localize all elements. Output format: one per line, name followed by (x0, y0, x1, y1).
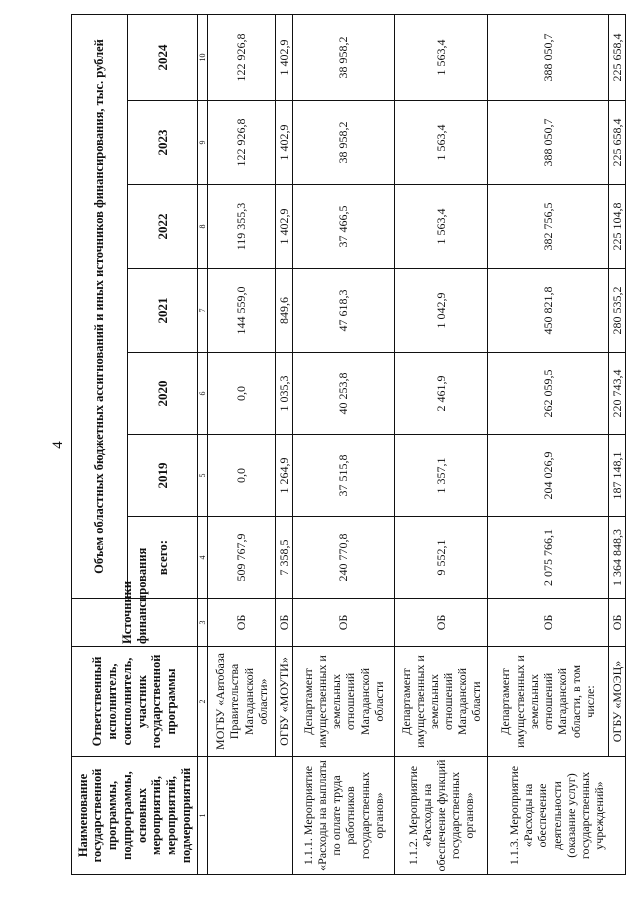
row-total: 509 767,9 (208, 517, 275, 599)
row-source: ОБ (394, 599, 488, 647)
header-year: 2019 (128, 435, 198, 517)
row-total: 7 358,5 (275, 517, 292, 599)
row-value: 849,6 (275, 269, 292, 353)
column-index: 8 (198, 185, 208, 269)
row-value: 450 821,8 (488, 269, 608, 353)
row-value: 1 563,4 (394, 101, 488, 185)
row-value: 225 658,4 (608, 101, 625, 185)
column-index: 4 (198, 517, 208, 599)
row-value: 1 042,9 (394, 269, 488, 353)
row-value: 220 743,4 (608, 353, 625, 435)
row-value: 122 926,8 (208, 101, 275, 185)
row-value: 388 050,7 (488, 14, 608, 100)
row-value: 122 926,8 (208, 14, 275, 100)
row-value: 47 618,3 (293, 269, 395, 353)
row-value: 225 658,4 (608, 14, 625, 100)
row-value: 1 035,3 (275, 353, 292, 435)
row-executor: Департамент имущественных и земельных отношений Магаданской области (394, 647, 488, 757)
row-total: 2 075 766,1 (488, 517, 608, 599)
header-executor: Ответственный исполнитель, соисполнитель, участник государственной программы (72, 647, 198, 757)
row-value: 37 466,5 (293, 185, 395, 269)
row-source: ОБ (488, 599, 608, 647)
header-year: 2021 (128, 269, 198, 353)
row-value: 0,0 (208, 435, 275, 517)
row-executor: ОГБУ «МОУТИ» (275, 647, 292, 757)
row-value: 1 402,9 (275, 185, 292, 269)
row-value: 225 104,8 (608, 185, 625, 269)
row-value: 38 958,2 (293, 101, 395, 185)
header-source: Источники финансирования (72, 599, 198, 647)
row-value: 40 253,8 (293, 353, 395, 435)
row-value: 0,0 (208, 353, 275, 435)
row-value: 204 026,9 (488, 435, 608, 517)
column-index: 6 (198, 353, 208, 435)
table-row (608, 14, 625, 874)
row-name: 1.1.1. Мероприятие «Расходы на выплаты по оплате труда работников государственных органов» (293, 757, 395, 875)
row-value: 37 515,8 (293, 435, 395, 517)
table-row (394, 14, 488, 874)
header-name: Наименование государственной программы, подпрограммы, основных мероприятий, мероприятий, подмероприятий (72, 757, 198, 875)
row-value: 144 559,0 (208, 269, 275, 353)
column-index: 5 (198, 435, 208, 517)
row-value: 388 050,7 (488, 101, 608, 185)
header-year: 2022 (128, 185, 198, 269)
row-value: 1 402,9 (275, 101, 292, 185)
row-value: 280 535,2 (608, 269, 625, 353)
row-source: ОБ (208, 599, 275, 647)
row-value: 2 461,9 (394, 353, 488, 435)
page-number: 4 (50, 441, 66, 449)
row-value: 1 563,4 (394, 185, 488, 269)
row-executor: ОГБУ «МОЭЦ» (608, 647, 625, 757)
row-source: ОБ (608, 599, 625, 647)
table-row (275, 14, 292, 874)
row-value: 38 958,2 (293, 14, 395, 100)
column-index: 10 (198, 14, 208, 100)
column-index-row (198, 14, 208, 874)
column-index: 7 (198, 269, 208, 353)
row-value: 187 148,1 (608, 435, 625, 517)
header-year: 2024 (128, 14, 198, 100)
row-total: 9 552,1 (394, 517, 488, 599)
column-index: 2 (198, 647, 208, 757)
row-executor: Департамент имущественных и земельных отношений Магаданской области (293, 647, 395, 757)
row-value: 1 357,1 (394, 435, 488, 517)
column-index: 3 (198, 599, 208, 647)
row-value: 382 756,5 (488, 185, 608, 269)
table-row (293, 14, 395, 874)
row-name: 1.1.3. Мероприятие «Расходы на обеспечение деятельности (оказание услуг) государственных учреждений» (488, 757, 626, 875)
header-total: всего: (128, 517, 198, 599)
funding-table (71, 14, 626, 875)
row-executor: Департамент имущественных и земельных отношений Магаданской области, в том числе: (488, 647, 608, 757)
header-year: 2020 (128, 353, 198, 435)
row-value: 262 059,5 (488, 353, 608, 435)
row-executor: МОГБУ «Автобаза Правительства Магаданской области» (208, 647, 275, 757)
row-value: 119 355,3 (208, 185, 275, 269)
header-year: 2023 (128, 101, 198, 185)
row-name (208, 757, 293, 875)
row-total: 240 770,8 (293, 517, 395, 599)
rotated-content (50, 10, 630, 880)
row-total: 1 364 848,3 (608, 517, 625, 599)
row-value: 1 402,9 (275, 14, 292, 100)
header-funding-group: Объем областных бюджетных ассигнований и иных источников финансирования, тыс. рублей (72, 14, 128, 598)
row-name: 1.1.2. Мероприятие «Расходы на обеспечение функций государственных органов» (394, 757, 488, 875)
row-source: ОБ (293, 599, 395, 647)
row-source: ОБ (275, 599, 292, 647)
row-value: 1 264,9 (275, 435, 292, 517)
row-value: 1 563,4 (394, 14, 488, 100)
table-row (488, 14, 608, 874)
table-row (208, 14, 275, 874)
column-index: 1 (198, 757, 208, 875)
column-index: 9 (198, 101, 208, 185)
